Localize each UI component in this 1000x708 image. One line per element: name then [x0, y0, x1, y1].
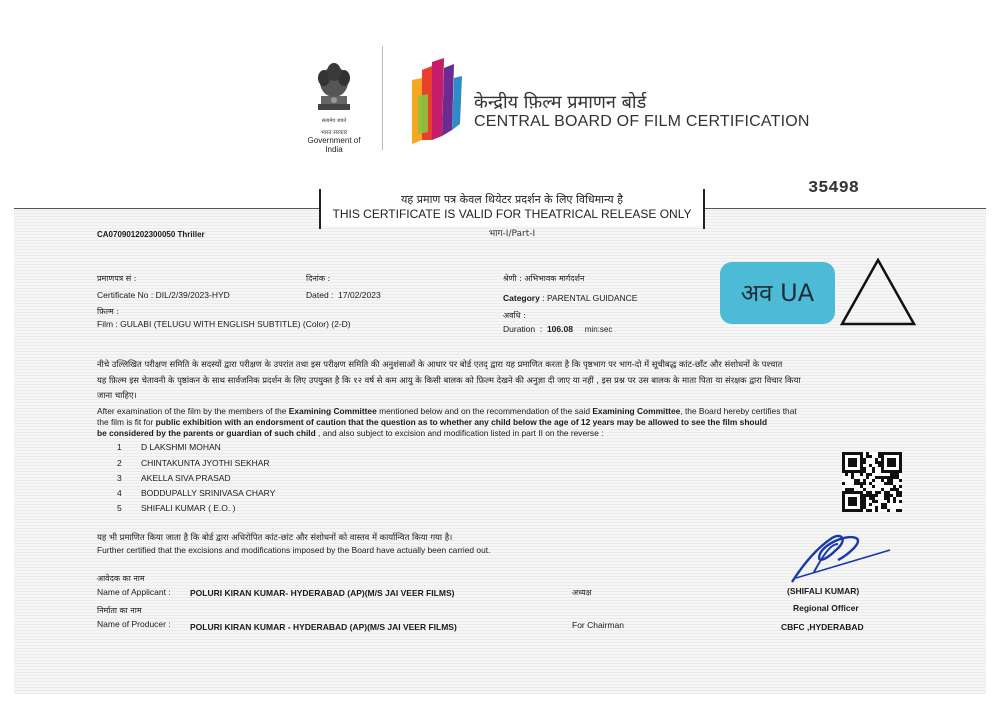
committee-member-5: 5 SHIFALI KUMAR ( E.O. ): [117, 503, 236, 513]
emblem-english-label: Government of India: [307, 136, 361, 154]
further-certified-hindi: यह भी प्रमाणित किया जाता है कि बोर्ड द्वारा अधिरोपित कांट-छांट और संशोधनों को वास्तव में कार्यान्वित किया गया है।: [97, 532, 453, 542]
committee-member-2: 2 CHINTAKUNTA JYOTHI SEKHAR: [117, 458, 270, 468]
emblem-motto: सत्यमेव जयते: [321, 118, 347, 124]
hindi-paragraph-line3: जाना चाहिए।: [97, 390, 137, 400]
officer-name: (SHIFALI KUMAR): [787, 586, 860, 596]
banner-right-bar: [703, 189, 705, 229]
film-row: Film : GULABI (TELUGU WITH ENGLISH SUBTITLE) (Color) (2-D): [97, 319, 351, 329]
category-row-hindi: श्रेणी : अभिभावक मार्गदर्शन: [503, 274, 585, 283]
film-label-hindi: फ़िल्म :: [97, 307, 120, 316]
cbfc-logo: [408, 56, 464, 148]
committee-member-3: 3 AKELLA SIVA PRASAD: [117, 473, 231, 483]
validity-hindi: यह प्रमाण पत्र केवल थियेटर प्रदर्शन के लिए विधिमान्य है: [401, 193, 623, 206]
hindi-paragraph-line2: यह फ़िल्म इस चेतावनी के पृष्ठांकन के साथ सार्वजनिक प्रदर्शन के लिए उपयुक्त है कि १२ वर्ष से कम आयु के किसी बालक को फ़िल्म देखने की अनुज्ञा दी जाए या नहीं , इस प्रश्न पर उस बालक के माता पिता या संरक्षक द्वारा विचार किया: [97, 375, 801, 385]
triangle-icon: [838, 256, 918, 328]
chairman-label-hindi: अध्यक्ष: [572, 588, 592, 597]
category-value: PARENTAL GUIDANCE: [546, 293, 638, 303]
serial-number: 35498: [808, 179, 860, 198]
date-row: Dated : 17/02/2023: [306, 290, 381, 300]
applicant-label: Name of Applicant :: [97, 587, 171, 597]
for-chairman-label: For Chairman: [572, 620, 624, 630]
rating-badge: अव UA: [720, 262, 835, 324]
certificate-number: DIL/2/39/2023-HYD: [155, 290, 230, 300]
committee-member-4: 4 BODDUPALLY SRINIVASA CHARY: [117, 488, 276, 498]
certificate-number-label-hindi: प्रमाणपत्र सं :: [97, 274, 137, 283]
validity-english: THIS CERTIFICATE IS VALID FOR THEATRICAL RELEASE ONLY: [332, 207, 692, 221]
validity-part: भाग-I/Part-I: [488, 229, 536, 239]
duration-value: 106.08: [546, 324, 573, 334]
further-certified-english: Further certified that the excisions and modifications imposed by the Board have actually been carried out.: [97, 545, 491, 555]
officer-title: Regional Officer: [793, 603, 859, 613]
date-label-hindi: दिनांक :: [306, 274, 331, 283]
applicant-label-hindi: आवेदक का नाम: [97, 574, 145, 583]
signature-icon: [786, 520, 896, 590]
film-title: GULABI (TELUGU WITH ENGLISH SUBTITLE) (Color) (2-D): [120, 319, 351, 329]
cbfc-film-strip-icon: [408, 56, 464, 148]
english-paragraph-line3: be considered by the parents or guardian of such child , and also subject to excision and modification listed in part II on the reverse :: [97, 428, 604, 438]
ashoka-emblem-icon: [312, 58, 356, 118]
applicant-name: POLURI KIRAN KUMAR- HYDERABAD (AP)(M/S JAI VEER FILMS): [190, 588, 455, 598]
category-row: Category : PARENTAL GUIDANCE: [503, 293, 638, 303]
producer-label-hindi: निर्माता का नाम: [97, 606, 142, 615]
board-name-hindi: केन्द्रीय फ़िल्म प्रमाणन बोर्ड: [474, 92, 647, 113]
committee-member-1: 1 D LAKSHMI MOHAN: [117, 442, 221, 452]
logo-divider: [382, 46, 383, 150]
emblem-hindi-label: भारत सरकार: [320, 130, 348, 136]
producer-label: Name of Producer :: [97, 619, 171, 629]
english-paragraph-line2: the film is fit for public exhibition with an endorsment of caution that the question as to whether any child below the age of 12 years may be allowed to see the film should: [97, 417, 768, 427]
officer-office: CBFC ,HYDERABAD: [781, 622, 864, 632]
reference-code: CA070901202300050 Thriller: [97, 230, 205, 239]
certificate-number-row: Certificate No : DIL/2/39/2023-HYD: [97, 290, 230, 300]
producer-name: POLURI KIRAN KUMAR - HYDERABAD (AP)(M/S JAI VEER FILMS): [190, 622, 457, 632]
government-emblem: [298, 58, 370, 154]
qr-code-icon[interactable]: [842, 452, 902, 512]
duration-row: Duration : 106.08 min:sec: [503, 324, 613, 334]
hindi-paragraph-line1: नीचे उल्लिखित परीक्षण समिति के सदस्यों द्वारा परीक्षण के उपरांत तथा इस परीक्षण समिति की अनुशंसाओं के आधार पर बोर्ड एतद् द्वारा यह प्रमाणित करता है कि पृष्ठभाग पर भाग-दो में सूचीबद्ध कांट-छाँट और संशोधनों के पश्चात: [97, 359, 783, 369]
duration-label-hindi: अवधि :: [503, 311, 526, 320]
board-name-english: CENTRAL BOARD OF FILM CERTIFICATION: [474, 113, 810, 130]
english-paragraph-line1: After examination of the film by the members of the Examining Committee mentioned below and on the recommendation of the said Examining Committee, the Board hereby certifies that: [97, 406, 797, 416]
certificate-date: 17/02/2023: [338, 290, 381, 300]
